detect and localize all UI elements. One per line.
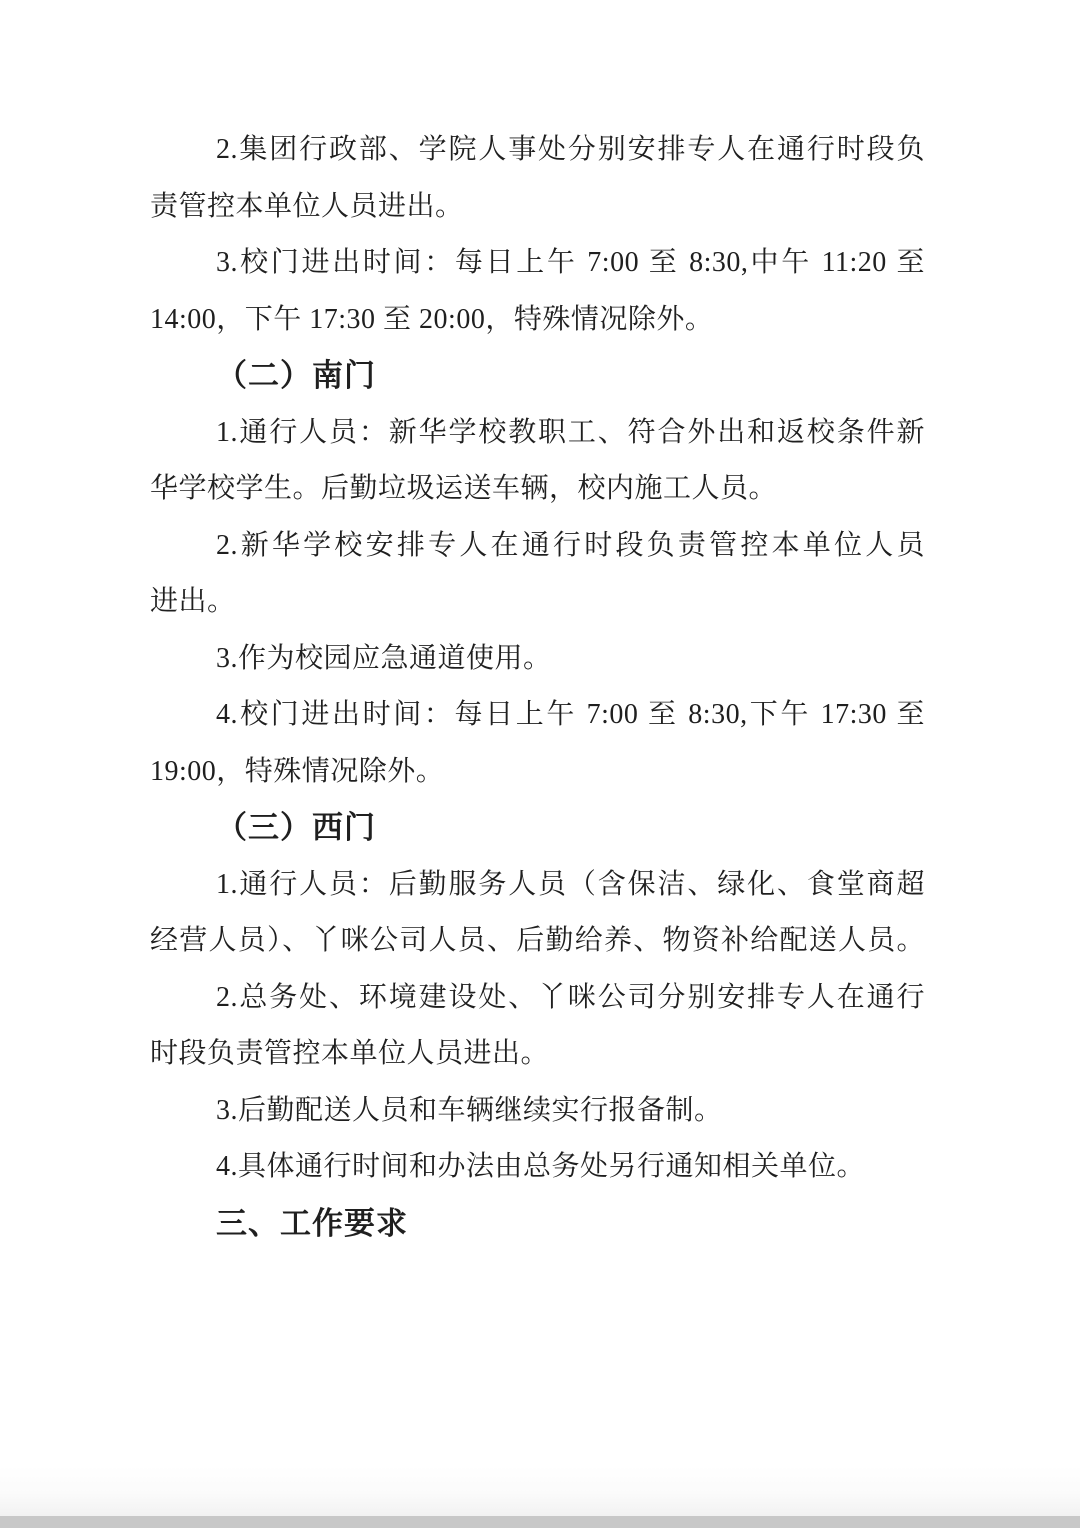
text-line: 经营人员）、丫咪公司人员、后勤给养、物资补给配送人员。: [150, 925, 925, 956]
text-line: 2.集团行政部、学院人事处分别安排专人在通行时段负: [216, 134, 925, 165]
text-line: 1.通行人员：新华学校教职工、符合外出和返校条件新: [216, 416, 925, 448]
text-line: 3.作为校园应急通道使用。: [216, 642, 552, 674]
document-text-block: [150, 122, 925, 1252]
text-line: 时段负责管控本单位人员进出。: [150, 1038, 550, 1069]
section-heading: 三、工作要求: [216, 1205, 408, 1241]
text-line: 4.具体通行时间和办法由总务处另行通知相关单位。: [216, 1151, 866, 1182]
text-line: 3.后勤配送人员和车辆继续实行报备制。: [216, 1094, 723, 1126]
page-bottom-gap: [0, 1528, 1080, 1533]
next-page-edge-bar: [0, 1516, 1080, 1528]
section-heading: （二）南门: [216, 358, 376, 393]
text-line: 1.通行人员：后勤服务人员（含保洁、绿化、食堂商超: [216, 868, 925, 900]
text-line: 华学校学生。后勤垃圾运送车辆，校内施工人员。: [150, 473, 778, 504]
text-line: 2.新华学校安排专人在通行时段负责管控本单位人员: [216, 529, 925, 561]
text-line: 责管控本单位人员进出。: [150, 190, 464, 222]
text-line: 3.校门进出时间：每日上午 7:00 至 8:30,中午 11:20 至: [216, 247, 925, 278]
section-heading: （三）西门: [216, 810, 376, 845]
text-line: 2.总务处、环境建设处、丫咪公司分别安排专人在通行: [216, 981, 925, 1013]
text-line: 14:00，下午 17:30 至 20:00，特殊情况除外。: [150, 303, 714, 335]
text-line: 19:00，特殊情况除外。: [150, 755, 445, 787]
text-line: 4.校门进出时间：每日上午 7:00 至 8:30,下午 17:30 至: [216, 699, 925, 730]
text-line: 进出。: [150, 586, 236, 617]
page-bottom-shadow: [0, 1466, 1080, 1516]
